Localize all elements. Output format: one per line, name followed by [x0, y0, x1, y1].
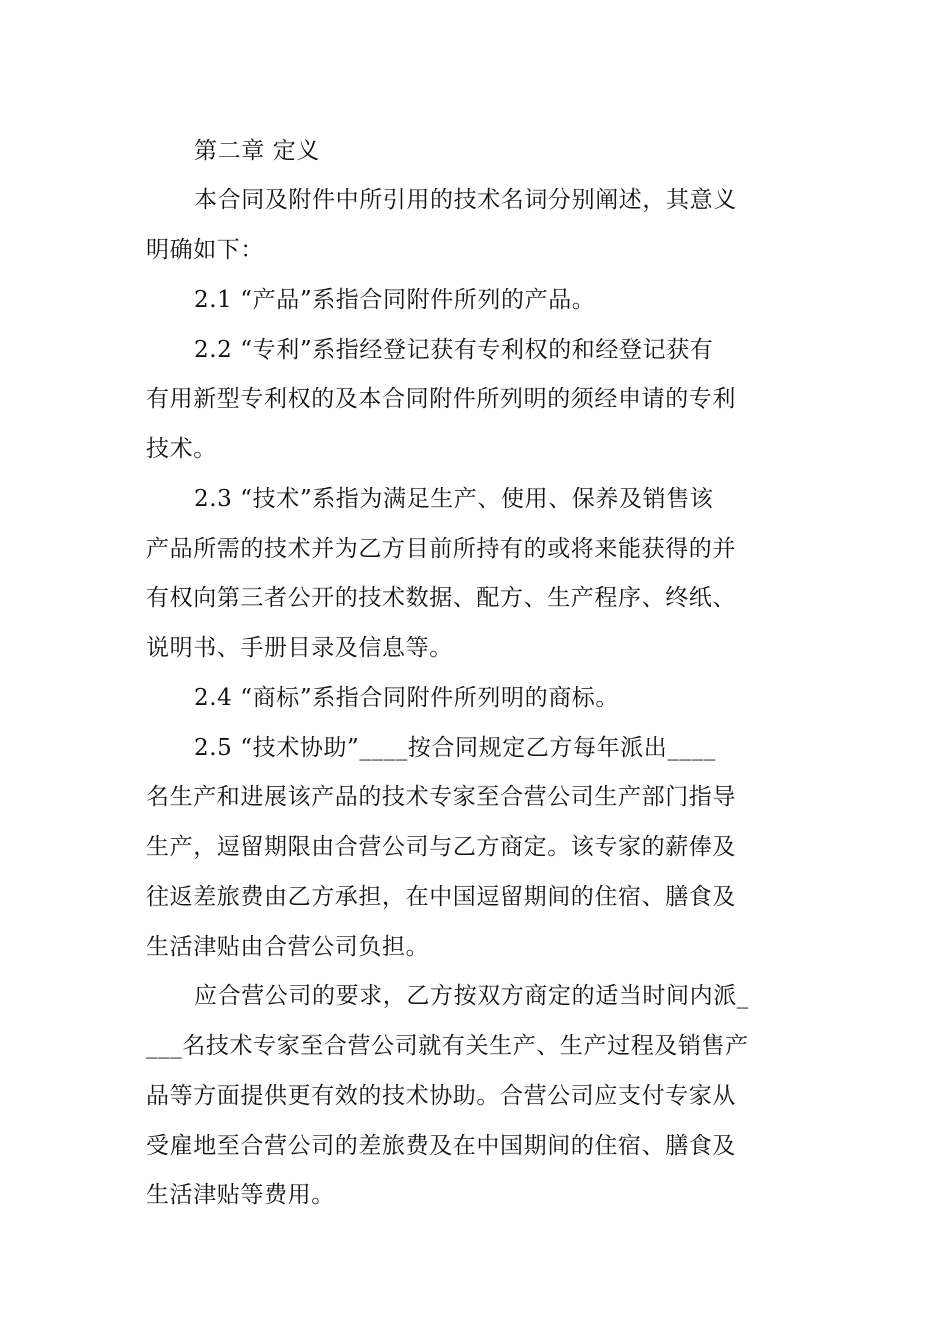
paragraph-line: 有用新型专利权的及本合同附件所列明的须经申请的专利 [146, 386, 736, 412]
paragraph-line: 生产，逗留期限由合营公司与乙方商定。该专家的薪俸及 [146, 834, 736, 860]
paragraph-line: 生活津贴由合营公司负担。 [146, 934, 430, 960]
paragraph-line: 2.5 “技术协助”____按合同规定乙方每年派出____ [194, 735, 716, 761]
paragraph-line: 生活津贴等费用。 [146, 1182, 335, 1208]
paragraph-line: 明确如下： [146, 237, 264, 263]
paragraph-line: 2.4 “商标”系指合同附件所列明的商标。 [194, 685, 620, 711]
paragraph-line: 技术。 [146, 436, 217, 462]
paragraph-line: 2.1 “产品”系指合同附件所列的产品。 [194, 287, 596, 313]
paragraph-line: 品等方面提供更有效的技术协助。合营公司应支付专家从 [146, 1083, 736, 1109]
paragraph-line: 有权向第三者公开的技术数据、配方、生产程序、终纸、 [146, 585, 736, 611]
paragraph-line: 往返差旅费由乙方承担，在中国逗留期间的住宿、膳食及 [146, 884, 736, 910]
paragraph-line: 2.2 “专利”系指经登记获有专利权的和经登记获有 [194, 337, 714, 363]
paragraph-line: 本合同及附件中所引用的技术名词分别阐述，其意义 [194, 187, 737, 213]
chapter-heading: 第二章 定义 [194, 138, 320, 164]
paragraph-line: 说明书、手册目录及信息等。 [146, 635, 453, 661]
paragraph-line: 产品所需的技术并为乙方目前所持有的或将来能获得的并 [146, 536, 736, 562]
paragraph-line: 应合营公司的要求，乙方按双方商定的适当时间内派_ [194, 983, 749, 1009]
paragraph-line: 2.3 “技术”系指为满足生产、使用、保养及销售该 [194, 486, 714, 512]
paragraph-line: ___名技术专家至合营公司就有关生产、生产过程及销售产 [146, 1033, 749, 1059]
paragraph-line: 名生产和进展该产品的技术专家至合营公司生产部门指导 [146, 784, 736, 810]
paragraph-line: 受雇地至合营公司的差旅费及在中国期间的住宿、膳食及 [146, 1133, 736, 1159]
